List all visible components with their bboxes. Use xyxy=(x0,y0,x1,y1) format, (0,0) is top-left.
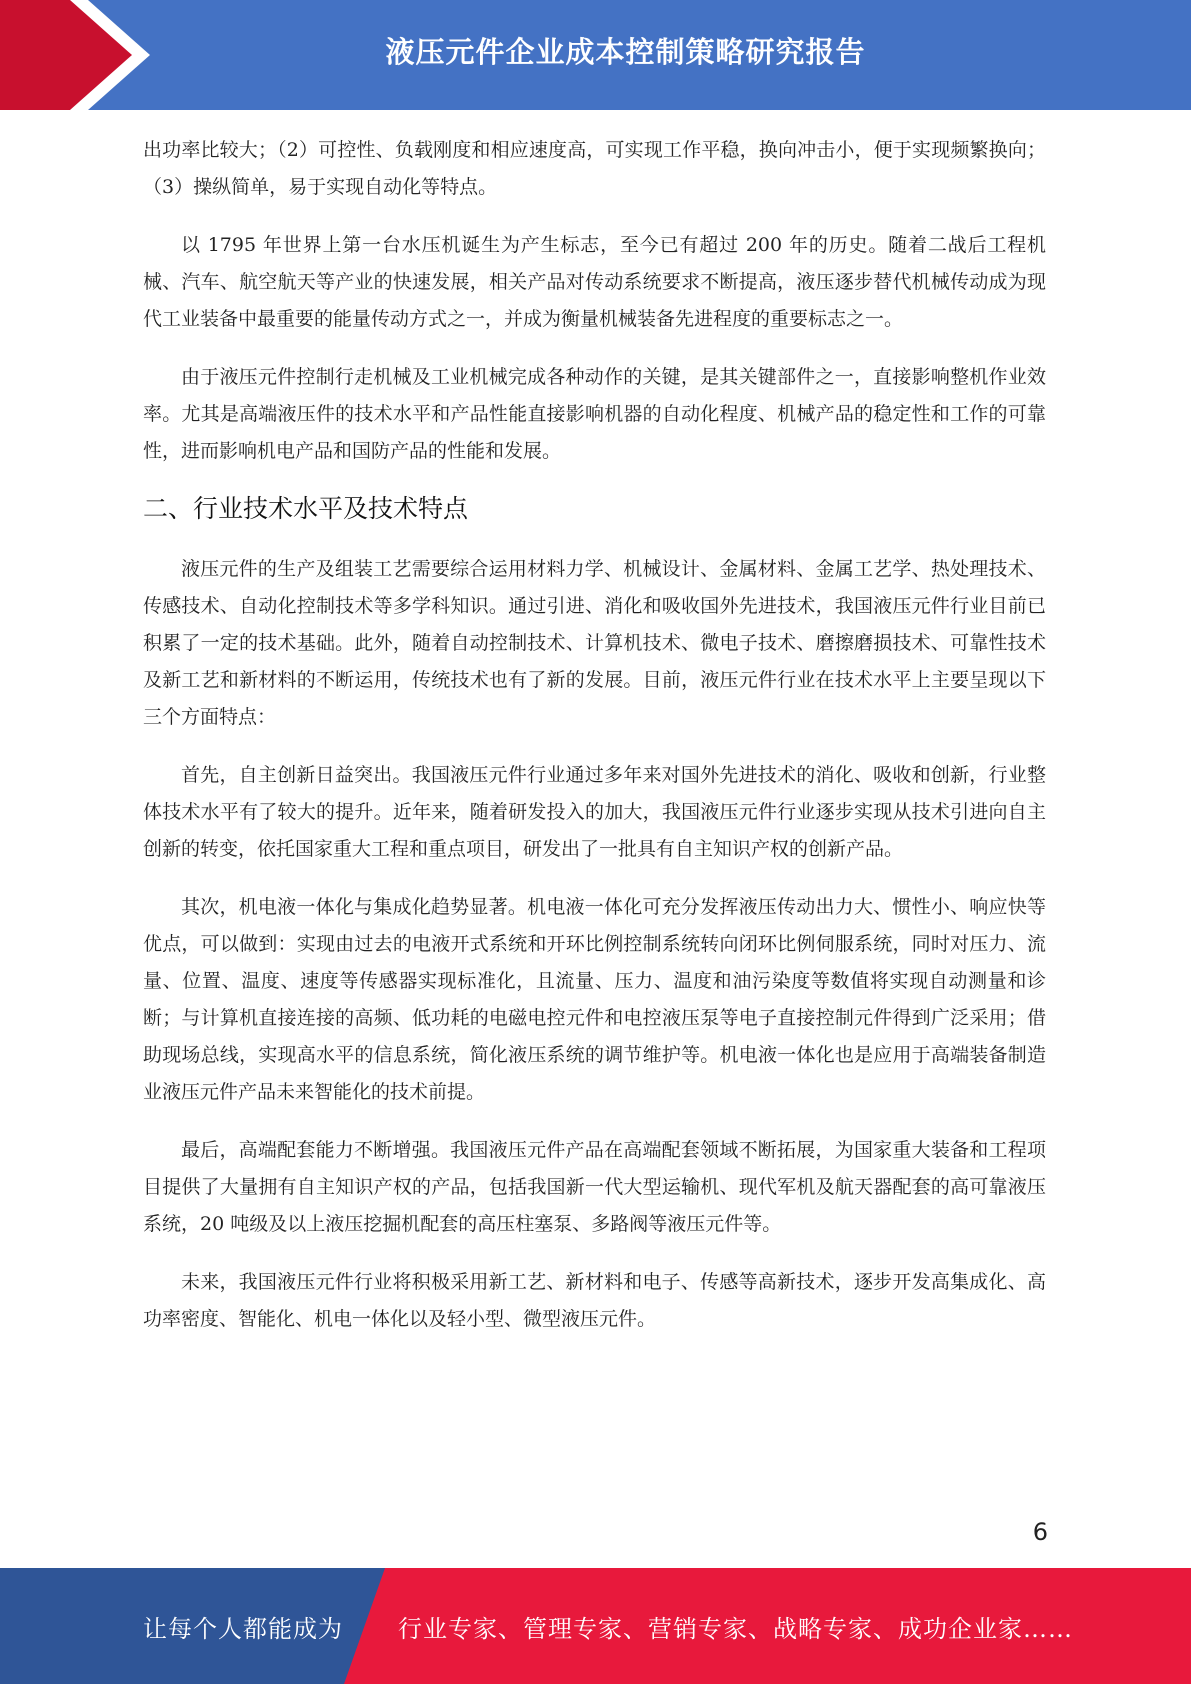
paragraph: 出功率比较大；（2）可控性、负载刚度和相应速度高，可实现工作平稳，换向冲击小，便于实现频繁换向；（3）操纵简单，易于实现自动化等特点。 xyxy=(143,139,1046,198)
page-number: 6 xyxy=(1032,1518,1048,1546)
document-body xyxy=(143,132,1046,1359)
paragraph: 以 1795 年世界上第一台水压机诞生为产生标志，至今已有超过 200 年的历史。随着二战后工程机械、汽车、航空航天等产业的快速发展，相关产品对传动系统要求不断提高，液压逐步替代机械传动成为现代工业装备中最重要的能量传动方式之一，并成为衡量机械装备先进程度的重要标志之一。 xyxy=(143,234,1046,330)
paragraph: 液压元件的生产及组装工艺需要综合运用材料力学、机械设计、金属材料、金属工艺学、热处理技术、传感技术、自动化控制技术等多学科知识。通过引进、消化和吸收国外先进技术，我国液压元件行业目前已积累了一定的技术基础。此外，随着自动控制技术、计算机技术、微电子技术、磨擦磨损技术、可靠性技术及新工艺和新材料的不断运用，传统技术也有了新的发展。目前，液压元件行业在技术水平上主要呈现以下三个方面特点： xyxy=(143,558,1046,728)
section-heading: 二、行业技术水平及技术特点 xyxy=(143,494,469,523)
paragraph: 最后，高端配套能力不断增强。我国液压元件产品在高端配套领域不断拓展，为国家重大装备和工程项目提供了大量拥有自主知识产权的产品，包括我国新一代大型运输机、现代军机及航天器配套的高可靠液压系统，20 吨级及以上液压挖掘机配套的高压柱塞泵、多路阀等液压元件等。 xyxy=(143,1139,1046,1235)
paragraph: 由于液压元件控制行走机械及工业机械完成各种动作的关键，是其关键部件之一，直接影响整机作业效率。尤其是高端液压件的技术水平和产品性能直接影响机器的自动化程度、机械产品的稳定性和工作的可靠性，进而影响机电产品和国防产品的性能和发展。 xyxy=(143,366,1046,462)
header-arrow-decoration xyxy=(0,0,150,110)
report-title: 液压元件企业成本控制策略研究报告 xyxy=(385,34,866,69)
paragraph: 其次，机电液一体化与集成化趋势显著。机电液一体化可充分发挥液压传动出力大、惯性小、响应快等优点，可以做到：实现由过去的电液开式系统和开环比例控制系统转向闭环比例伺服系统，同时对压力、流量、位置、温度、速度等传感器实现标准化，且流量、压力、温度和油污染度等数值将实现自动测量和诊断；与计算机直接连接的高频、低功耗的电磁电控元件和电控液压泵等电子直接控制元件得到广泛采用；借助现场总线，实现高水平的信息系统，简化液压系统的调节维护等。机电液一体化也是应用于高端装备制造业液压元件产品未来智能化的技术前提。 xyxy=(143,896,1046,1103)
page-header xyxy=(0,0,1191,110)
footer-slogan-left: 让每个人都能成为 xyxy=(143,1614,343,1643)
footer-slogan-right: 行业专家、管理专家、营销专家、战略专家、成功企业家…… xyxy=(398,1614,1073,1643)
paragraph: 未来，我国液压元件行业将积极采用新工艺、新材料和电子、传感等高新技术，逐步开发高集成化、高功率密度、智能化、机电一体化以及轻小型、微型液压元件。 xyxy=(143,1271,1046,1330)
paragraph: 首先，自主创新日益突出。我国液压元件行业通过多年来对国外先进技术的消化、吸收和创新，行业整体技术水平有了较大的提升。近年来，随着研发投入的加大，我国液压元件行业逐步实现从技术引进向自主创新的转变，依托国家重大工程和重点项目，研发出了一批具有自主知识产权的创新产品。 xyxy=(143,764,1046,860)
page-footer xyxy=(0,1568,1191,1684)
